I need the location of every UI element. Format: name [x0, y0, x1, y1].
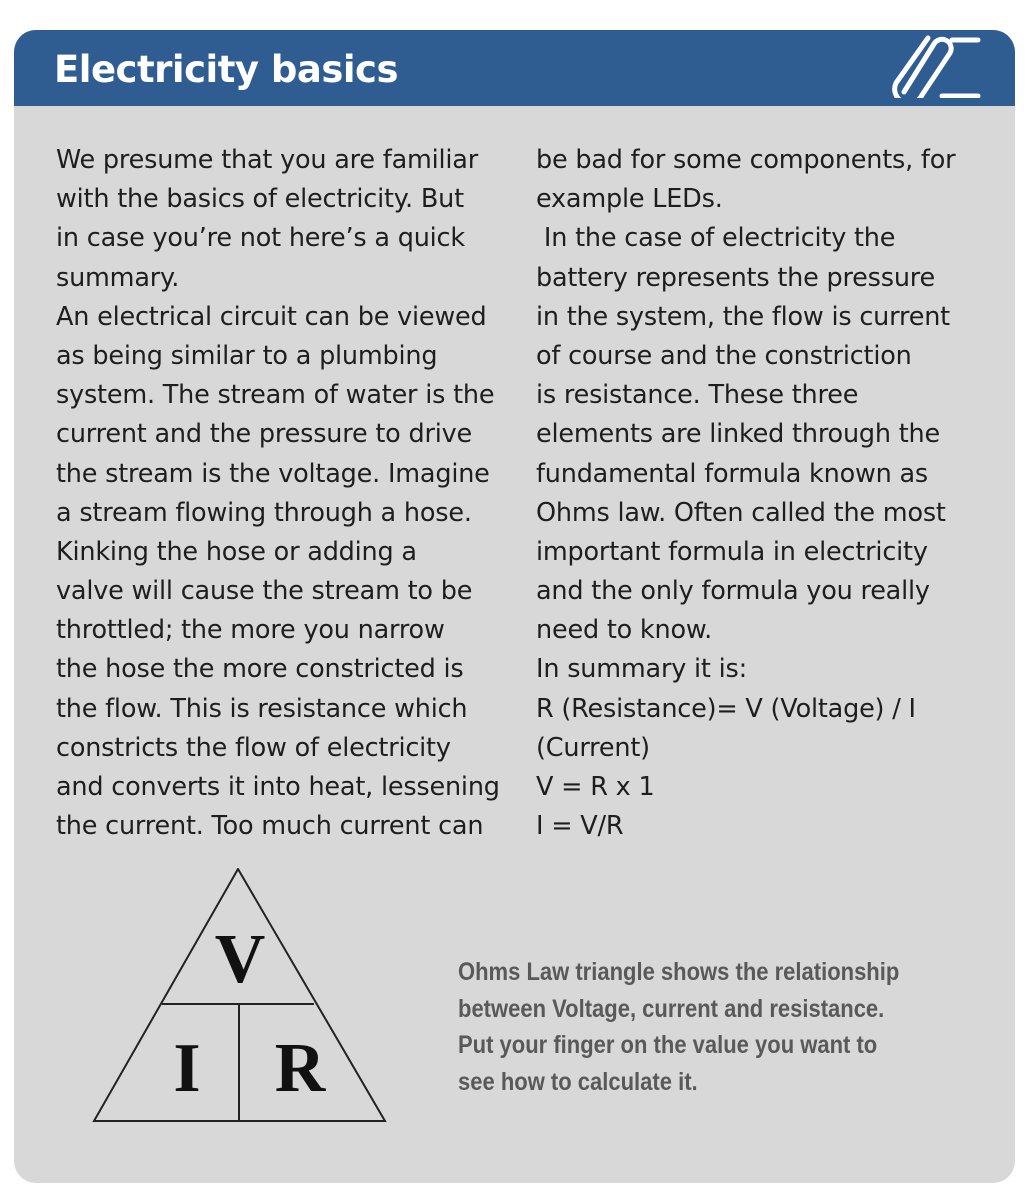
text-line: system. The stream of water is the — [56, 380, 495, 411]
triangle-label-voltage: V — [214, 921, 266, 998]
ohms-law-triangle — [92, 868, 392, 1128]
caption-line: Put your finger on the value you want to — [458, 1031, 878, 1059]
text-line: the stream is the voltage. Imagine — [56, 458, 490, 489]
info-card — [14, 30, 1015, 1183]
triangle-label-current: I — [173, 1030, 201, 1107]
formula-current: I = V/R — [536, 811, 624, 842]
text-line: of course and the constriction — [536, 340, 912, 371]
formula-voltage: V = R x 1 — [536, 772, 655, 802]
text-line: throttled; the more you narrow — [56, 615, 445, 646]
text-line: the current. Too much current can — [56, 811, 484, 842]
text-line: We presume that you are familiar — [56, 145, 478, 175]
text-line: fundamental formula known as — [536, 458, 929, 489]
text-line: important formula in electricity — [536, 536, 928, 567]
text-line: constricts the flow of electricity — [56, 732, 451, 763]
caption-line: see how to calculate it. — [458, 1067, 698, 1096]
text-line: in the system, the flow is current — [536, 301, 950, 332]
card-title: Electricity basics — [54, 48, 399, 91]
text-line: In the case of electricity the — [536, 223, 896, 254]
card-header — [14, 30, 1015, 106]
text-line: as being similar to a plumbing — [56, 340, 438, 371]
formula-resistance-cont: (Current) — [536, 732, 650, 763]
text-line: and converts it into heat, lessening — [56, 772, 500, 802]
text-line: and the only formula you really — [536, 576, 930, 607]
left-text-column — [56, 141, 506, 846]
text-line: current and the pressure to drive — [56, 419, 473, 450]
text-line: example LEDs. — [536, 184, 723, 215]
text-line: with the basics of electricity. But — [56, 184, 464, 215]
text-line: In summary it is: — [536, 654, 747, 685]
caption-line: between Voltage, current and resistance. — [458, 994, 885, 1023]
text-line: need to know. — [536, 615, 713, 646]
text-line: An electrical circuit can be viewed — [56, 301, 487, 332]
text-line: elements are linked through the — [536, 419, 941, 450]
text-line: Ohms law. Often called the most — [536, 497, 946, 528]
text-line: battery represents the pressure — [536, 262, 936, 293]
text-line: valve will cause the stream to be — [56, 576, 473, 607]
right-text-column — [536, 141, 986, 846]
triangle-label-resistance: R — [274, 1030, 326, 1107]
caption-line: Ohms Law triangle shows the relationship — [458, 958, 900, 986]
paperclip-icon — [882, 32, 982, 98]
text-line: a stream flowing through a hose. — [56, 497, 472, 528]
text-line: be bad for some components, for — [536, 145, 956, 175]
text-line: in case you’re not here’s a quick — [56, 223, 465, 254]
text-line: is resistance. These three — [536, 380, 859, 411]
text-line: the hose the more constricted is — [56, 654, 464, 685]
text-line: summary. — [56, 262, 180, 293]
triangle-caption — [458, 954, 916, 1100]
text-line: Kinking the hose or adding a — [56, 536, 417, 567]
formula-resistance: R (Resistance)= V (Voltage) / I — [536, 693, 916, 724]
text-line: the flow. This is resistance which — [56, 693, 468, 724]
